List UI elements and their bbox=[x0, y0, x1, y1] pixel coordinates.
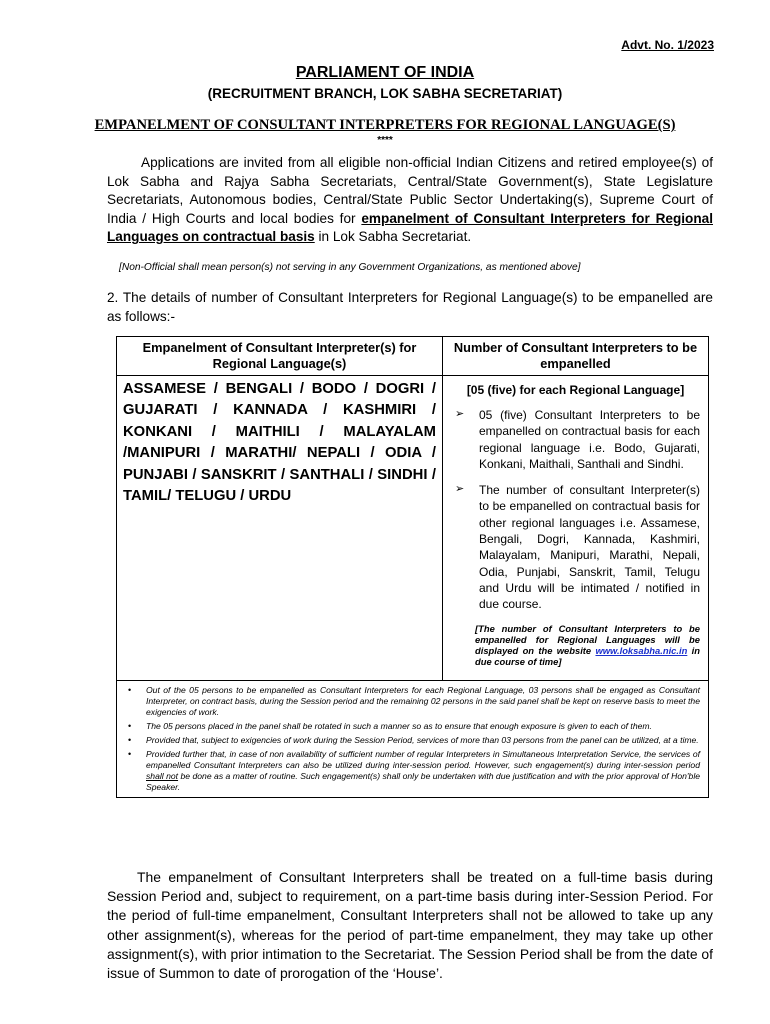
count-label: [05 (five) for each Regional Language] bbox=[466, 383, 685, 397]
website-link[interactable]: www.loksabha.nic.in bbox=[595, 645, 688, 657]
section-heading: EMPANELMENT OF CONSULTANT INTERPRETERS FOR REGIONAL LANGUAGE(S) bbox=[94, 117, 676, 133]
note-text: The 05 persons placed in the panel shall be rotated in such a manner so as to ensure that enough exposure is given to each of them. bbox=[146, 720, 652, 731]
col2-header: Number of Consultant Interpreters to be empanelled bbox=[443, 337, 709, 376]
languages-cell: ASSAMESE / BENGALI / BODO / DOGRI / GUJARATI / KANNADA / KASHMIRI / KONKANI / MAITHILI / MALAYALAM /MANIPURI / MARATHI/ NEPALI / ODIA / PUNJABI / SANSKRIT / SANTHALI / SINDHI / TAMIL/ TELUGU / URDU bbox=[117, 376, 443, 681]
website-note-start: [The number of Consultant Interpreters to be empanelled for Regional Languages will be displayed on the website bbox=[475, 622, 700, 657]
intro-text: Applications are invited from all eligible non-official Indian Citizens and retired employee(s) of Lok Sabha and Rajya Sabha Secretariats, Central/State Government(s), State Legislature Secretariats, Autonomous bodies, Central/State Public Sector Undertaking(s), Supreme Court of India / High Courts and local bodies for bbox=[107, 155, 713, 226]
intro-end-text: in Lok Sabha Secretariat. bbox=[314, 229, 472, 245]
col1-header: Empanelment of Consultant Interpreter(s) for Regional Language(s) bbox=[117, 337, 443, 376]
advertisement-number: Advt. No. 1/2023 bbox=[621, 38, 714, 52]
bullet-text: The number of consultant Interpreter(s) to be empanelled on contractual basis for other regional languages i.e. Assamese, Bengali, Dogri, Kannada, Kashmiri, Malayalam, Manipuri, Marathi, Nepali, Odia, Punjabi, Sanskrit, Tamil, Telugu and Urdu will be intimated / notified in due course. bbox=[479, 483, 700, 612]
bullet-text: 05 (five) Consultant Interpreters to be empanelled on contractual basis for each regional language i.e. Bodo, Gujarati, Konkani, Maithali, Santhali and Sindhi. bbox=[479, 408, 700, 471]
list-item bbox=[125, 749, 700, 793]
bullet-dot-icon: • bbox=[128, 748, 132, 759]
notes-row bbox=[117, 680, 709, 797]
page-title: PARLIAMENT OF INDIA bbox=[295, 64, 475, 81]
bullet-dot-icon: • bbox=[128, 734, 132, 745]
intro-paragraph bbox=[107, 154, 713, 247]
notes-cell bbox=[117, 680, 709, 797]
heading-separator: **** bbox=[377, 135, 393, 146]
closing-text: The empanelment of Consultant Interpreters shall be treated on a full-time basis during Session Period and, subject to requirement, on a part-time basis during inter-Session Period. For the period of full-time empanelment, Consultant Interpreters shall not be allowed to take up any other assignment(s), whereas for the period of part-time empanelment, they may take up other assignment(s), with prior intimation to the Secretariat. The Session Period shall be from the date of issue of Summon to date of prorogation of the ‘House’. bbox=[107, 869, 713, 982]
note4-start: Provided further that, in case of non availability of sufficient number of regular Interpreters in Simultaneous Interpretation Service, the services of empanelled Consultant Interpreters can also be utilized during inter-session period. However, such engagement(s) during inter-session period bbox=[146, 748, 700, 770]
page-subtitle: (RECRUITMENT BRANCH, LOK SABHA SECRETARIAT) bbox=[207, 86, 563, 101]
non-official-note: [Non-Official shall mean person(s) not serving in any Government Organizations, as mentioned above] bbox=[119, 262, 581, 273]
list-item bbox=[451, 407, 700, 472]
list-item bbox=[125, 721, 700, 732]
arrow-bullet-icon: ➢ bbox=[455, 483, 465, 496]
count-cell bbox=[443, 376, 709, 681]
details-paragraph: 2. The details of number of Consultant Interpreters for Regional Language(s) to be empanelled are as follows:- bbox=[107, 290, 713, 324]
website-note-end: in due course of time] bbox=[475, 645, 700, 668]
list-item bbox=[125, 735, 700, 746]
bullet-dot-icon: • bbox=[128, 684, 132, 695]
note-text: Out of the 05 persons to be empanelled as Consultant Interpreters for each Regional Language, 03 persons shall be engaged as Consultant Interpreter, on contract basis, during the Session period and the remaining 02 persons in the said panel shall be kept on reserve basis to meet the exigencies of work. bbox=[146, 684, 700, 717]
note4-end: be done as a matter of routine. Such engagement(s) shall only be undertaken with due justification and with the prior approval of Hon'ble Speaker. bbox=[146, 770, 701, 792]
note-text: Provided that, subject to exigencies of work during the Session Period, services of more than 03 persons from the panel can be utilized, at a time. bbox=[146, 734, 699, 745]
bullet-dot-icon: • bbox=[128, 720, 132, 731]
note4-underlined: shall not bbox=[146, 770, 179, 781]
list-item bbox=[451, 482, 700, 612]
table-header-row bbox=[117, 337, 709, 376]
closing-paragraph bbox=[107, 868, 713, 983]
list-item bbox=[125, 685, 700, 718]
arrow-bullet-icon: ➢ bbox=[455, 408, 465, 420]
interpreter-table bbox=[116, 336, 709, 798]
intro-bold-text: empanelment of Consultant Interpreters for Regional Languages on contractual basis bbox=[107, 210, 713, 245]
website-note bbox=[475, 623, 700, 668]
note-text bbox=[146, 749, 700, 793]
table-row bbox=[117, 376, 709, 681]
